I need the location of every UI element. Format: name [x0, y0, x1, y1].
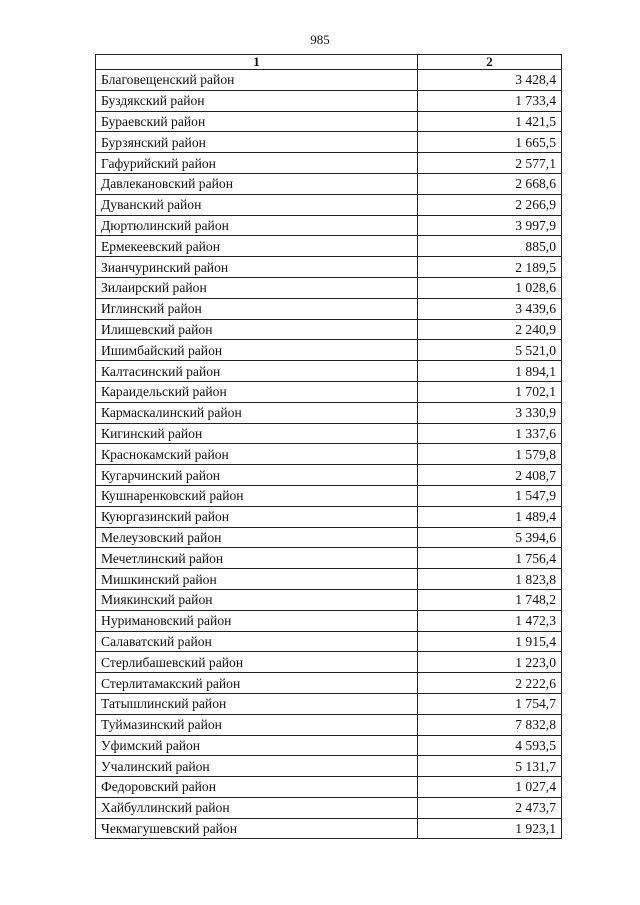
table-row [96, 215, 562, 236]
amount-cell: 5 394,6 [418, 527, 562, 548]
district-name-cell: Куюргазинский район [96, 506, 418, 527]
table-header-row [96, 55, 562, 70]
district-name-cell: Кармаскалинский район [96, 402, 418, 423]
district-name-cell: Ишимбайский район [96, 340, 418, 361]
amount-cell: 1 915,4 [418, 631, 562, 652]
table-row [96, 90, 562, 111]
amount-cell: 1 337,6 [418, 423, 562, 444]
table-row [96, 673, 562, 694]
district-name-cell: Стерлитамакский район [96, 673, 418, 694]
district-name-cell: Гафурийский район [96, 153, 418, 174]
page-number: 985 [310, 32, 330, 47]
district-name-cell: Учалинский район [96, 756, 418, 777]
amount-cell: 7 832,8 [418, 714, 562, 735]
data-table [95, 54, 562, 839]
table-row [96, 465, 562, 486]
amount-cell: 1 748,2 [418, 589, 562, 610]
table-row [96, 485, 562, 506]
amount-cell: 1 702,1 [418, 381, 562, 402]
table-row [96, 402, 562, 423]
column-header-1: 1 [96, 55, 418, 70]
table-row [96, 319, 562, 340]
table-row [96, 444, 562, 465]
table-row [96, 714, 562, 735]
amount-cell: 2 668,6 [418, 173, 562, 194]
district-name-cell: Благовещенский район [96, 70, 418, 91]
amount-cell: 1 579,8 [418, 444, 562, 465]
district-name-cell: Миякинский район [96, 589, 418, 610]
district-name-cell: Хайбуллинский район [96, 797, 418, 818]
table-row [96, 173, 562, 194]
district-name-cell: Татышлинский район [96, 693, 418, 714]
table-row [96, 506, 562, 527]
table-row [96, 777, 562, 798]
district-name-cell: Давлекановский район [96, 173, 418, 194]
district-name-cell: Мелеузовский район [96, 527, 418, 548]
district-name-cell: Кигинский район [96, 423, 418, 444]
district-name-cell: Иглинский район [96, 298, 418, 319]
table-row [96, 693, 562, 714]
amount-cell: 1 547,9 [418, 485, 562, 506]
amount-cell: 3 428,4 [418, 70, 562, 91]
table-row [96, 735, 562, 756]
district-name-cell: Уфимский район [96, 735, 418, 756]
table-row [96, 111, 562, 132]
district-name-cell: Краснокамский район [96, 444, 418, 465]
table-row [96, 589, 562, 610]
table-row [96, 340, 562, 361]
amount-cell: 1 754,7 [418, 693, 562, 714]
district-name-cell: Бураевский район [96, 111, 418, 132]
table-row [96, 652, 562, 673]
table-row [96, 631, 562, 652]
amount-cell: 1 665,5 [418, 132, 562, 153]
table-row [96, 527, 562, 548]
amount-cell: 4 593,5 [418, 735, 562, 756]
district-name-cell: Бурзянский район [96, 132, 418, 153]
amount-cell: 1 489,4 [418, 506, 562, 527]
amount-cell: 1 923,1 [418, 818, 562, 839]
district-name-cell: Кушнаренковский район [96, 485, 418, 506]
district-name-cell: Ермекеевский район [96, 236, 418, 257]
amount-cell: 3 997,9 [418, 215, 562, 236]
amount-cell: 3 439,6 [418, 298, 562, 319]
district-name-cell: Илишевский район [96, 319, 418, 340]
table-row [96, 361, 562, 382]
district-name-cell: Туймазинский район [96, 714, 418, 735]
table-row [96, 298, 562, 319]
amount-cell: 1 894,1 [418, 361, 562, 382]
amount-cell: 5 521,0 [418, 340, 562, 361]
district-name-cell: Зианчуринский район [96, 257, 418, 278]
table-row [96, 257, 562, 278]
district-name-cell: Федоровский район [96, 777, 418, 798]
district-name-cell: Дюртюлинский район [96, 215, 418, 236]
table-body [96, 70, 562, 839]
amount-cell: 2 189,5 [418, 257, 562, 278]
district-name-cell: Стерлибашевский район [96, 652, 418, 673]
district-name-cell: Калтасинский район [96, 361, 418, 382]
district-name-cell: Мечетлинский район [96, 548, 418, 569]
table-row [96, 423, 562, 444]
table-row [96, 548, 562, 569]
district-name-cell: Нуримановский район [96, 610, 418, 631]
amount-cell: 1 756,4 [418, 548, 562, 569]
amount-cell: 1 472,3 [418, 610, 562, 631]
amount-cell: 1 027,4 [418, 777, 562, 798]
table-row [96, 132, 562, 153]
table-row [96, 70, 562, 91]
table-row [96, 381, 562, 402]
amount-cell: 885,0 [418, 236, 562, 257]
district-name-cell: Мишкинский район [96, 569, 418, 590]
amount-cell: 1 421,5 [418, 111, 562, 132]
table-row [96, 610, 562, 631]
table-row [96, 236, 562, 257]
district-name-cell: Кугарчинский район [96, 465, 418, 486]
amount-cell: 1 028,6 [418, 277, 562, 298]
district-name-cell: Чекмагушевский район [96, 818, 418, 839]
table-row [96, 277, 562, 298]
amount-cell: 2 266,9 [418, 194, 562, 215]
district-name-cell: Дуванский район [96, 194, 418, 215]
amount-cell: 1 223,0 [418, 652, 562, 673]
column-header-2: 2 [418, 55, 562, 70]
table-row [96, 818, 562, 839]
district-name-cell: Салаватский район [96, 631, 418, 652]
table-row [96, 569, 562, 590]
amount-cell: 2 222,6 [418, 673, 562, 694]
table-row [96, 756, 562, 777]
table-row [96, 797, 562, 818]
amount-cell: 1 823,8 [418, 569, 562, 590]
table-row [96, 153, 562, 174]
district-name-cell: Буздякский район [96, 90, 418, 111]
district-name-cell: Зилаирский район [96, 277, 418, 298]
amount-cell: 1 733,4 [418, 90, 562, 111]
amount-cell: 3 330,9 [418, 402, 562, 423]
amount-cell: 2 577,1 [418, 153, 562, 174]
amount-cell: 2 473,7 [418, 797, 562, 818]
table-row [96, 194, 562, 215]
amount-cell: 2 408,7 [418, 465, 562, 486]
amount-cell: 2 240,9 [418, 319, 562, 340]
district-name-cell: Караидельский район [96, 381, 418, 402]
amount-cell: 5 131,7 [418, 756, 562, 777]
